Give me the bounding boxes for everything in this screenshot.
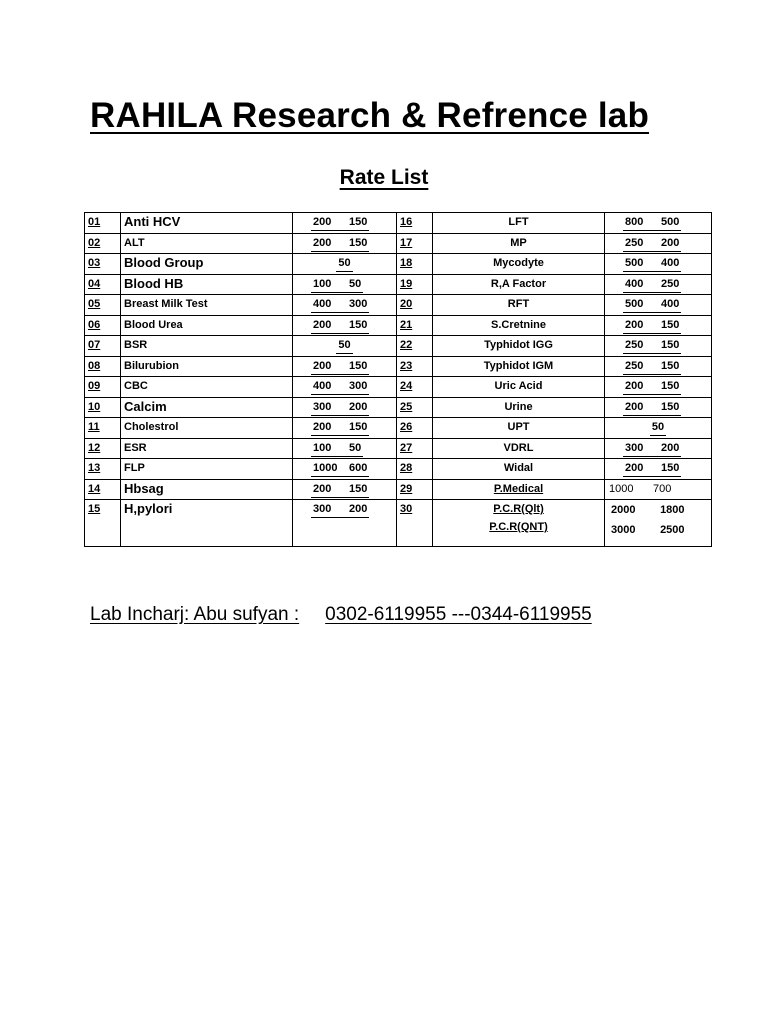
test-rate — [293, 397, 397, 418]
rate-full: 100 — [313, 441, 332, 454]
test-number: 21 — [400, 318, 413, 331]
test-name: BSR — [121, 336, 293, 357]
test-number: 30 — [400, 503, 413, 515]
rate-full: 250 — [625, 236, 644, 249]
rate-full: 300 — [313, 503, 332, 515]
table-row — [85, 500, 712, 547]
test-number: 26 — [400, 421, 413, 433]
test-name: Widal — [433, 459, 605, 480]
test-name: Anti HCV — [121, 213, 293, 234]
test-rate — [605, 356, 712, 377]
test-number: 29 — [400, 482, 413, 495]
test-name: Typhidot IGM — [433, 356, 605, 377]
test-name: Urine — [433, 397, 605, 418]
rate-discount: 150 — [661, 380, 680, 392]
rate-discount: 400 — [661, 298, 680, 310]
rate-full: 200 — [625, 380, 644, 392]
table-row — [85, 397, 712, 418]
rate-full: 200 — [313, 318, 332, 331]
test-number: 23 — [400, 359, 413, 372]
table-row — [85, 459, 712, 480]
rate-discount: 300 — [349, 298, 368, 310]
table-row — [85, 213, 712, 234]
test-number: 09 — [88, 380, 101, 392]
table-row — [85, 254, 712, 275]
rate-full: 200 — [625, 400, 644, 413]
rate-full: 500 — [625, 298, 644, 310]
rate-discount: 400 — [661, 257, 680, 269]
test-rate — [293, 438, 397, 459]
page-title: RAHILA Research & Refrence lab — [90, 96, 650, 135]
test-rate — [605, 479, 712, 500]
rate-full: 200 — [313, 359, 332, 372]
test-name: Calcim — [121, 397, 293, 418]
test-rate — [605, 336, 712, 357]
rate-discount: 150 — [349, 216, 368, 228]
test-rate — [605, 274, 712, 295]
test-number: 12 — [88, 441, 101, 454]
rate-discount: 250 — [661, 277, 680, 290]
table-row — [85, 315, 712, 336]
test-name: UPT — [433, 418, 605, 439]
test-number: 28 — [400, 462, 413, 474]
test-name: Hbsag — [121, 479, 293, 500]
test-name-line: P.C.R(QNT) — [489, 521, 548, 533]
test-rate — [293, 274, 397, 295]
test-number: 05 — [88, 298, 101, 310]
rate-full: 3000 — [611, 524, 636, 536]
test-number: 13 — [88, 462, 101, 474]
test-number: 06 — [88, 318, 101, 331]
rate-discount: 1800 — [660, 504, 685, 516]
test-name: FLP — [121, 459, 293, 480]
test-number: 20 — [400, 298, 413, 310]
table-row — [85, 438, 712, 459]
test-rate — [605, 377, 712, 398]
test-rate — [293, 418, 397, 439]
test-name: MP — [433, 233, 605, 254]
rate-discount: 300 — [349, 380, 368, 392]
test-number: 24 — [400, 380, 413, 392]
test-number: 03 — [88, 257, 101, 269]
test-name: P.Medical — [433, 479, 605, 500]
test-rate — [293, 295, 397, 316]
rate-discount: 150 — [349, 421, 368, 433]
test-name: Blood HB — [121, 274, 293, 295]
rate-full: 800 — [625, 216, 644, 228]
test-rate — [293, 213, 397, 234]
rate-discount: 200 — [349, 503, 368, 515]
test-name: Blood Urea — [121, 315, 293, 336]
test-name: H,pylori — [121, 500, 293, 547]
test-rate — [605, 418, 712, 439]
footer-label: Lab Incharj: Abu sufyan : — [90, 604, 300, 625]
test-rate — [605, 295, 712, 316]
rate-full: 1000 — [313, 462, 338, 474]
rate-full: 200 — [313, 421, 332, 433]
rate-full: 200 — [625, 318, 644, 331]
rate-full: 250 — [625, 339, 644, 351]
test-number: 25 — [400, 400, 413, 413]
rate-discount: 150 — [661, 318, 680, 331]
test-name: S.Cretnine — [433, 315, 605, 336]
page-subtitle: Rate List — [339, 166, 429, 189]
test-name: R,A Factor — [433, 274, 605, 295]
test-rate — [605, 315, 712, 336]
test-rate — [605, 397, 712, 418]
test-rate — [293, 479, 397, 500]
test-name: Blood Group — [121, 254, 293, 275]
test-name: LFT — [433, 213, 605, 234]
table-row — [85, 295, 712, 316]
test-number: 07 — [88, 339, 101, 351]
rate-full: 200 — [625, 462, 644, 474]
rate-full: 2000 — [611, 504, 636, 516]
rate-discount: 700 — [653, 482, 672, 495]
test-name: RFT — [433, 295, 605, 316]
test-number: 11 — [88, 421, 100, 433]
test-name: Uric Acid — [433, 377, 605, 398]
rate-full: 400 — [625, 277, 644, 290]
rate-discount: 150 — [661, 359, 680, 372]
rate-discount: 150 — [349, 318, 368, 331]
lab-incharge-footer — [90, 604, 592, 626]
test-name: CBC — [121, 377, 293, 398]
table-row — [85, 274, 712, 295]
test-rate — [293, 254, 397, 275]
test-rate — [605, 459, 712, 480]
rate-full: 200 — [313, 236, 332, 249]
footer-phones: 0302-6119955 ---0344-6119955 — [325, 604, 592, 625]
test-rate — [293, 233, 397, 254]
test-rate — [293, 315, 397, 336]
rate-full: 1000 — [609, 482, 634, 495]
rate-discount: 150 — [349, 359, 368, 372]
test-name: Breast Milk Test — [121, 295, 293, 316]
test-number: 16 — [400, 216, 413, 228]
rate-full: 200 — [313, 216, 332, 228]
rate-full: 300 — [313, 400, 332, 413]
rate-discount: 600 — [349, 462, 368, 474]
rate-discount: 2500 — [660, 524, 685, 536]
test-rate — [293, 336, 397, 357]
test-number: 27 — [400, 441, 413, 454]
table-row — [85, 336, 712, 357]
test-name: Typhidot IGG — [433, 336, 605, 357]
rate-discount: 150 — [661, 400, 680, 413]
test-number: 17 — [400, 236, 413, 249]
test-rate — [293, 377, 397, 398]
test-name — [433, 500, 605, 547]
test-name: Mycodyte — [433, 254, 605, 275]
test-number: 14 — [88, 482, 101, 495]
rate-value: 50 — [336, 338, 352, 354]
rate-full: 200 — [313, 482, 332, 495]
rate-full: 100 — [313, 277, 332, 290]
test-number: 22 — [400, 339, 413, 351]
rate-discount: 200 — [661, 441, 680, 454]
table-row — [85, 418, 712, 439]
rate-table — [84, 212, 712, 547]
table-row — [85, 233, 712, 254]
test-rate — [293, 459, 397, 480]
rate-full: 300 — [625, 441, 644, 454]
test-name: ESR — [121, 438, 293, 459]
rate-discount: 200 — [661, 236, 680, 249]
test-rate — [605, 213, 712, 234]
table-row — [85, 479, 712, 500]
rate-discount: 150 — [349, 236, 368, 249]
rate-discount: 150 — [661, 462, 680, 474]
test-number: 08 — [88, 359, 101, 372]
rate-discount: 150 — [349, 482, 368, 495]
test-rate — [293, 356, 397, 377]
test-name: ALT — [121, 233, 293, 254]
rate-full: 400 — [313, 380, 332, 392]
rate-discount: 50 — [349, 441, 362, 454]
rate-value: 50 — [650, 420, 666, 436]
test-rate — [605, 254, 712, 275]
test-number: 02 — [88, 236, 101, 249]
table-row — [85, 356, 712, 377]
test-number: 01 — [88, 216, 101, 228]
test-number: 19 — [400, 277, 413, 290]
test-name: Cholestrol — [121, 418, 293, 439]
rate-full: 250 — [625, 359, 644, 372]
test-number: 10 — [88, 400, 101, 413]
rate-full: 400 — [313, 298, 332, 310]
table-row — [85, 377, 712, 398]
test-name-line: P.C.R(Qlt) — [493, 503, 544, 515]
test-name: Bilurubion — [121, 356, 293, 377]
test-number: 15 — [88, 503, 101, 515]
test-name: VDRL — [433, 438, 605, 459]
test-rate — [605, 233, 712, 254]
rate-discount: 50 — [349, 277, 362, 290]
test-number: 04 — [88, 277, 101, 290]
rate-value: 50 — [336, 256, 352, 272]
test-rate — [605, 438, 712, 459]
rate-discount: 500 — [661, 216, 680, 228]
test-rate — [293, 500, 397, 547]
test-rate — [605, 500, 712, 547]
test-number: 18 — [400, 257, 413, 269]
rate-discount: 150 — [661, 339, 680, 351]
rate-full: 500 — [625, 257, 644, 269]
rate-discount: 200 — [349, 400, 368, 413]
